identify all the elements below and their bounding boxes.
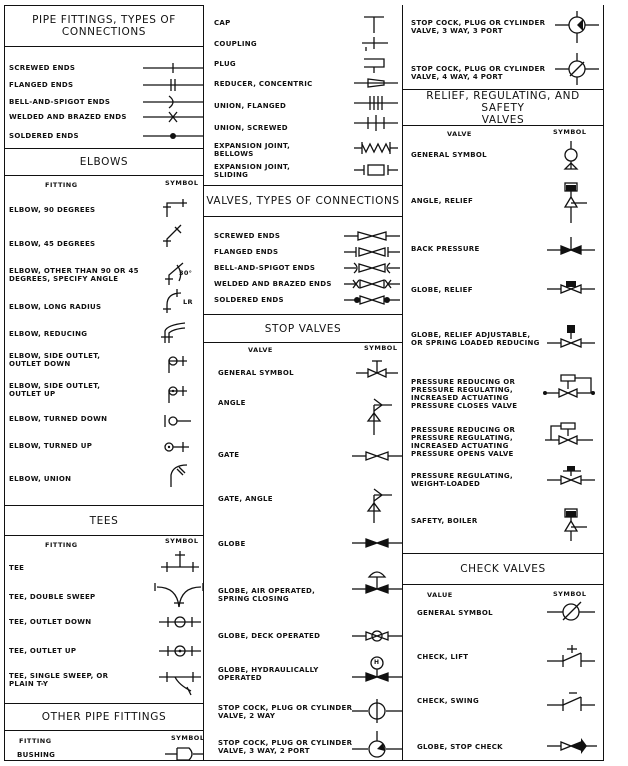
exp-bellows-2: BELLOWS xyxy=(214,150,254,158)
stop-col-valve: VALVE xyxy=(248,346,273,354)
rv-weight-1: PRESSURE REGULATING, xyxy=(411,472,513,480)
pipe-fittings-title-1: PIPE FITTINGS, TYPES OF xyxy=(32,14,176,26)
pf-soldered-ends: SOLDERED ENDS xyxy=(9,132,79,140)
union-flanged-label: UNION, FLANGED xyxy=(214,102,287,110)
check-valves-title: CHECK VALVES xyxy=(460,563,546,575)
tee-symbols xyxy=(155,545,205,695)
sc-3way-3port-1: STOP COCK, PLUG OR CYLINDER xyxy=(411,19,546,27)
vc-soldered: SOLDERED ENDS xyxy=(214,296,284,304)
elbow-90: ELBOW, 90 DEGREES xyxy=(9,206,96,214)
sv-globe-air-1: GLOBE, AIR OPERATED, xyxy=(218,587,316,595)
check-valve-symbols xyxy=(543,597,603,757)
tees-title: TEES xyxy=(89,514,119,527)
stop-col-symbol: SYMBOL xyxy=(364,344,398,352)
tee-single-sweep-2: PLAIN T-Y xyxy=(9,680,49,688)
cv-lift: CHECK, LIFT xyxy=(417,653,469,661)
cv-swing: CHECK, SWING xyxy=(417,697,480,705)
elbow-turned-up: ELBOW, TURNED UP xyxy=(9,442,93,450)
stop-valve-symbols xyxy=(352,355,402,760)
sv-gate: GATE xyxy=(218,451,240,459)
rv-closes-3: INCREASED ACTUATING xyxy=(411,394,509,402)
other-col-fitting: FITTING xyxy=(19,737,52,745)
stop-valves-title: STOP VALVES xyxy=(264,322,342,335)
rv-opens-3: INCREASED ACTUATING xyxy=(411,442,509,450)
elbow-other-1: ELBOW, OTHER THAN 90 OR 45 xyxy=(9,267,139,275)
tee-plain: TEE xyxy=(9,564,25,572)
sv-globe-air-2: SPRING CLOSING xyxy=(218,595,289,603)
union-screwed-label: UNION, SCREWED xyxy=(214,124,288,132)
sv-globe: GLOBE xyxy=(218,540,246,548)
column-middle xyxy=(203,5,403,761)
elbow-side-down-2: OUTLET DOWN xyxy=(9,360,71,368)
tees-col-symbol: SYMBOL xyxy=(165,537,199,545)
elbows-header xyxy=(5,148,203,176)
elbow-symbols xyxy=(155,195,205,495)
vc-flanged: FLANGED ENDS xyxy=(214,248,279,256)
elbow-45: ELBOW, 45 DEGREES xyxy=(9,240,96,248)
valve-connections-header xyxy=(204,185,402,217)
relief-header xyxy=(403,89,603,126)
stop-valves-header xyxy=(204,314,402,343)
elbow-angle-text: 30° xyxy=(179,269,193,277)
relief-title-1: RELIEF, REGULATING, AND SAFETY xyxy=(426,89,580,114)
elbow-side-up-1: ELBOW, SIDE OUTLET, xyxy=(9,382,101,390)
other-fittings-header xyxy=(5,703,203,731)
rv-opens-1: PRESSURE REDUCING OR xyxy=(411,426,516,434)
check-col-symbol: SYMBOL xyxy=(553,590,587,598)
pf-welded-ends: WELDED AND BRAZED ENDS xyxy=(9,113,127,121)
sv-stopcock-2way-2: VALVE, 2 WAY xyxy=(218,712,276,720)
pf-screwed-ends: SCREWED ENDS xyxy=(9,64,76,72)
tee-single-sweep-1: TEE, SINGLE SWEEP, OR xyxy=(9,672,109,680)
cap-label: CAP xyxy=(214,19,231,27)
valve-connection-symbols xyxy=(344,229,400,309)
bushing-label: BUSHING xyxy=(17,751,56,759)
bushing-symbol xyxy=(165,745,205,761)
rv-weight-2: WEIGHT-LOADED xyxy=(411,480,481,488)
tees-col-fitting: FITTING xyxy=(45,541,78,549)
sv-globe-hyd-1: GLOBE, HYDRAULICALLY xyxy=(218,666,319,674)
column-left xyxy=(4,5,204,761)
elbow-reducing: ELBOW, REDUCING xyxy=(9,330,88,338)
sv-stopcock-3way-1: STOP COCK, PLUG OR CYLINDER xyxy=(218,739,353,747)
plug-label: PLUG xyxy=(214,60,236,68)
rv-adjustable-2: OR SPRING LOADED REDUCING xyxy=(411,339,540,347)
sv-angle: ANGLE xyxy=(218,399,246,407)
vc-welded: WELDED AND BRAZED ENDS xyxy=(214,280,332,288)
sv-stopcock-3way-2: VALVE, 3 WAY, 2 PORT xyxy=(218,747,310,755)
rv-globe-relief: GLOBE, RELIEF xyxy=(411,286,473,294)
sv-gate-angle: GATE, ANGLE xyxy=(218,495,273,503)
tee-outlet-down: TEE, OUTLET DOWN xyxy=(9,618,92,626)
tee-outlet-up: TEE, OUTLET UP xyxy=(9,647,77,655)
pf-bell-spigot-ends: BELL-AND-SPIGOT ENDS xyxy=(9,98,111,106)
elbow-union: ELBOW, UNION xyxy=(9,475,72,483)
pf-flanged-ends: FLANGED ENDS xyxy=(9,81,74,89)
sv-stopcock-2way-1: STOP COCK, PLUG OR CYLINDER xyxy=(218,704,353,712)
cv-globe-stop: GLOBE, STOP CHECK xyxy=(417,743,503,751)
relief-col-valve: VALVE xyxy=(447,130,472,138)
other-fittings-title: OTHER PIPE FITTINGS xyxy=(41,711,167,723)
other-col-symbol: SYMBOL xyxy=(171,734,205,742)
sv-globe-hyd-2: OPERATED xyxy=(218,674,262,682)
elbow-long-radius: ELBOW, LONG RADIUS xyxy=(9,303,102,311)
stop-cock-symbols xyxy=(553,9,601,89)
elbow-other-2: DEGREES, SPECIFY ANGLE xyxy=(9,275,119,283)
pipe-fittings-header xyxy=(5,5,203,47)
relief-col-symbol: SYMBOL xyxy=(553,128,587,136)
rv-adjustable-1: GLOBE, RELIEF ADJUSTABLE, xyxy=(411,331,531,339)
relief-valve-symbols xyxy=(541,135,601,545)
check-valves-header xyxy=(403,553,603,585)
sc-4way-1: STOP COCK, PLUG OR CYLINDER xyxy=(411,65,546,73)
sc-3way-3port-2: VALVE, 3 WAY, 3 PORT xyxy=(411,27,503,35)
rv-back-pressure: BACK PRESSURE xyxy=(411,245,480,253)
sc-4way-2: VALVE, 4 WAY, 4 PORT xyxy=(411,73,503,81)
rv-closes-2: PRESSURE REGULATING, xyxy=(411,386,513,394)
pipe-end-symbols xyxy=(143,60,203,140)
rv-closes-1: PRESSURE REDUCING OR xyxy=(411,378,516,386)
elbows-col-fitting: FITTING xyxy=(45,181,78,189)
rv-general: GENERAL SYMBOL xyxy=(411,151,487,159)
elbows-title: ELBOWS xyxy=(79,156,129,168)
valve-connections-title: VALVES, TYPES OF CONNECTIONS xyxy=(206,195,400,207)
vc-bell-spigot: BELL-AND-SPIGOT ENDS xyxy=(214,264,316,272)
elbow-turned-down: ELBOW, TURNED DOWN xyxy=(9,415,108,423)
exp-sliding-1: EXPANSION JOINT, xyxy=(214,163,291,171)
check-col-valve: VALUE xyxy=(427,591,453,599)
vc-screwed: SCREWED ENDS xyxy=(214,232,281,240)
elbow-side-up-2: OUTLET UP xyxy=(9,390,56,398)
hyd-mark: H xyxy=(374,659,380,666)
rv-safety-boiler: SAFETY, BOILER xyxy=(411,517,478,525)
tee-double-sweep: TEE, DOUBLE SWEEP xyxy=(9,593,96,601)
rv-opens-4: PRESSURE OPENS VALVE xyxy=(411,450,514,458)
elbow-side-down-1: ELBOW, SIDE OUTLET, xyxy=(9,352,101,360)
elbow-lr-text: LR xyxy=(183,298,193,306)
exp-bellows-1: EXPANSION JOINT, xyxy=(214,142,291,150)
coupling-label: COUPLING xyxy=(214,40,257,48)
relief-title-2: VALVES xyxy=(481,113,525,126)
cv-general: GENERAL SYMBOL xyxy=(417,609,493,617)
exp-sliding-2: SLIDING xyxy=(214,171,249,179)
rv-closes-4: PRESSURE CLOSES VALVE xyxy=(411,402,518,410)
rv-angle-relief: ANGLE, RELIEF xyxy=(411,197,474,205)
tees-header xyxy=(5,505,203,536)
reducer-label: REDUCER, CONCENTRIC xyxy=(214,80,313,88)
sv-globe-deck: GLOBE, DECK OPERATED xyxy=(218,632,321,640)
rv-opens-2: PRESSURE REGULATING, xyxy=(411,434,513,442)
column-right xyxy=(402,5,604,761)
sv-general: GENERAL SYMBOL xyxy=(218,369,294,377)
misc-fitting-symbols xyxy=(354,11,400,181)
elbows-col-symbol: SYMBOL xyxy=(165,179,199,187)
pipe-fittings-title-2: CONNECTIONS xyxy=(61,26,147,38)
